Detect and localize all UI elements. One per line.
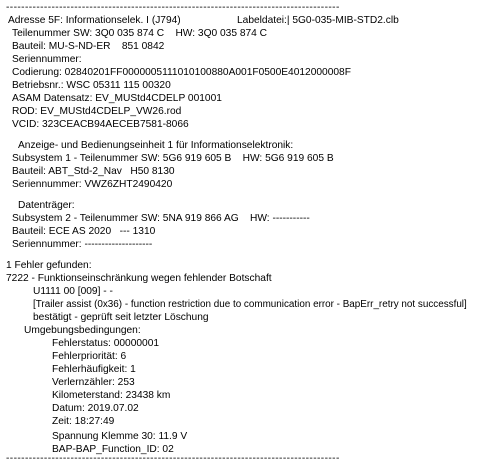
module-asam: ASAM Datensatz: EV_MUStd4CDELP 001001 [12,93,222,104]
subsystem2-serial: Seriennummer: -------------------- [12,239,153,250]
fault-sub-code: U1111 00 [009] - - [33,286,113,297]
subsystem2-title: Datenträger: [18,200,75,211]
environment-title: Umgebungsbedingungen: [24,325,141,336]
subsystem2-component: Bauteil: ECE AS 2020 --- 1310 [12,226,156,237]
module-vcid: VCID: 323CEACB94AECEB7581-8066 [12,119,189,130]
subsystem1-part: Subsystem 1 - Teilenummer SW: 5G6 919 605 B HW: 5G6 919 605 B [12,153,334,164]
module-serial: Seriennummer: [12,54,82,65]
module-rod: ROD: EV_MUStd4CDELP_VW26.rod [12,106,182,117]
address-line: Adresse 5F: Informationselek. I (J794) [8,15,181,26]
subsystem2-part: Subsystem 2 - Teilenummer SW: 5NA 919 866 AG HW: ----------- [12,213,310,224]
label-file: Labeldatei:| 5G0-035-MIB-STD2.clb [237,15,399,26]
subsystem1-serial: Seriennummer: VWZ6ZHT2490420 [12,179,173,190]
subsystem1-component: Bauteil: ABT_Std-2_Nav H50 8130 [12,166,175,177]
fault-code-line: 7222 - Funktionseinschränkung wegen fehlender Botschaft [6,273,272,284]
fault-time: Zeit: 18:27:49 [52,416,115,427]
terminal-voltage: Spannung Klemme 30: 11.9 V [52,431,188,442]
bap-function-id: BAP-BAP_Function_ID: 02 [52,444,174,455]
forget-counter: Verlernzähler: 253 [52,377,135,388]
separator-bottom: ---------------------------------------------------------------------------------------- [6,453,340,464]
fault-date: Datum: 2019.07.02 [52,403,139,414]
fault-frequency: Fehlerhäufigkeit: 1 [52,364,136,375]
faults-found: 1 Fehler gefunden: [6,260,92,271]
separator-top: ---------------------------------------------------------------------------------------- [6,2,340,13]
fault-priority: Fehlerpriorität: 6 [52,351,127,362]
module-operator: Betriebsnr.: WSC 05311 115 00320 [12,80,171,91]
module-coding: Codierung: 02840201FF0000005111010100880A001F0500E4012000008F [12,67,351,78]
module-part-number: Teilenummer SW: 3Q0 035 874 C HW: 3Q0 035 874 C [12,28,267,39]
fault-status: Fehlerstatus: 00000001 [52,338,160,349]
mileage: Kilometerstand: 23438 km [52,390,171,401]
fault-confirmation: bestätigt - geprüft seit letzter Löschung [33,312,209,323]
subsystem1-title: Anzeige- und Bedienungseinheit 1 für Informationselektronik: [18,140,294,151]
module-component: Bauteil: MU-S-ND-ER 851 0842 [12,41,165,52]
fault-description: [Trailer assist (0x36) - function restriction due to communication error - BapErr_retry not successful] [33,299,467,310]
